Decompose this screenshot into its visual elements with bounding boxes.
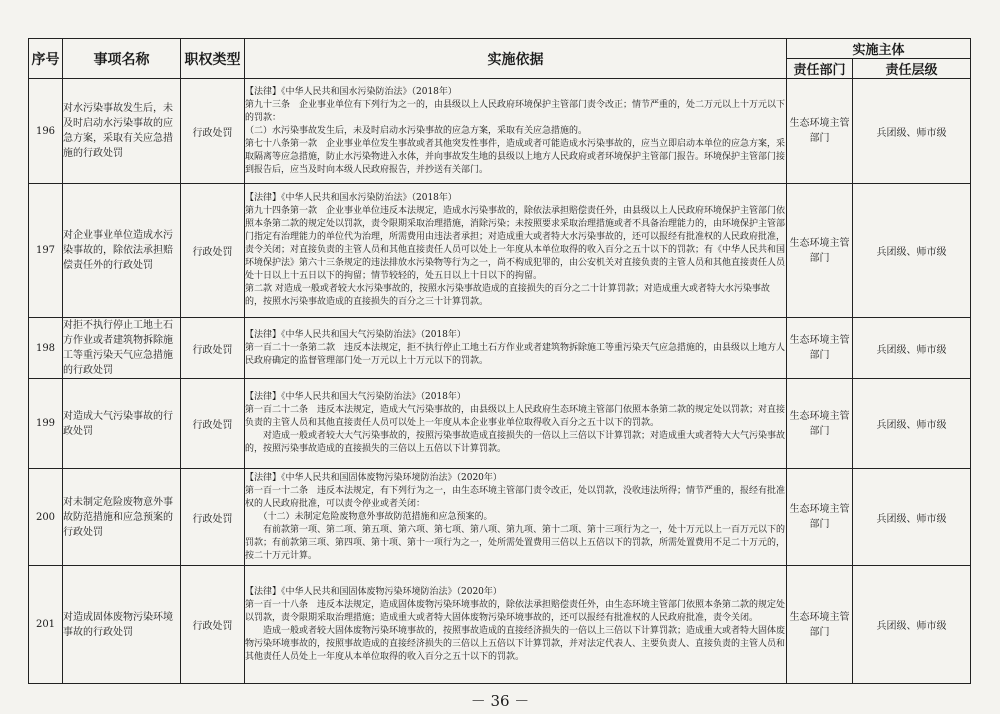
table-row: [29, 318, 971, 379]
row-responsible-dept: 生态环境主管部门: [787, 318, 853, 379]
basis-law-title: 【法律】《中华人民共和国大气污染防治法》（2018年）: [245, 392, 466, 402]
row-responsible-level: 兵团级、师市级: [853, 79, 971, 184]
row-item-name: 对未制定危险废物意外事故防范措施和应急预案的行政处罚: [63, 469, 181, 566]
row-authority-type: 行政处罚: [181, 566, 245, 684]
row-responsible-level: 兵团级、师市级: [853, 379, 971, 469]
basis-paragraph: （二）水污染事故发生后，未及时启动水污染事故的应急方案，采取有关应急措施的。: [245, 125, 588, 136]
header-basis: 实施依据: [245, 39, 787, 79]
row-responsible-level: 兵团级、师市级: [853, 566, 971, 684]
row-basis: [245, 79, 787, 184]
header-type: 职权类型: [181, 39, 245, 79]
row-seq: 201: [29, 566, 63, 684]
basis-law-title: 【法律】《中华人民共和国水污染防治法》（2018年）: [245, 86, 457, 97]
basis-paragraph: 第九十三条 企业事业单位有下列行为之一的，由县级以上人民政府环境保护主管部门责令改正；情节严重的，处二万元以上十万元以下的罚款：: [245, 99, 786, 123]
basis-paragraph: 第一百一十二条 违反本法规定，有下列行为之一，由生态环境主管部门责令改正，处以罚款，没收违法所得；情节严重的，报经有批准权的人民政府批准，可以责令停业或者关闭：: [245, 485, 786, 509]
basis-paragraph: 对造成一般或者较大大气污染事故的，按照污染事故造成直接损失的一倍以上三倍以下计算罚款；对造成重大或者特大大气污染事故的，按照污染事故造成的直接损失的三倍以上五倍以下计算罚款。: [245, 431, 786, 454]
table-row: [29, 184, 971, 318]
row-responsible-dept: 生态环境主管部门: [787, 79, 853, 184]
row-basis: [245, 566, 787, 684]
basis-paragraph: 第一百一十八条 违反本法规定，造成固体废物污染环境事故的，除依法承担赔偿责任外，由生态环境主管部门依照本条第二款的规定处以罚款，责令限期采取治理措施；造成重大或者特大固体废物污染环境事故的，还可以报经有批准权的人民政府批准，责令关闭。: [245, 599, 786, 623]
basis-law-title: 【法律】《中华人民共和国水污染防治法》（2018年）: [245, 193, 457, 203]
row-item-name: 对造成固体废物污染环境事故的行政处罚: [63, 566, 181, 684]
header-level: 责任层级: [853, 59, 971, 79]
row-authority-type: 行政处罚: [181, 469, 245, 566]
basis-law-title: 【法律】《中华人民共和国大气污染防治法》（2018年）: [245, 329, 466, 340]
authority-table: [28, 38, 971, 684]
row-seq: 198: [29, 318, 63, 379]
row-seq: 200: [29, 469, 63, 566]
row-authority-type: 行政处罚: [181, 79, 245, 184]
row-responsible-dept: 生态环境主管部门: [787, 566, 853, 684]
header-seq: 序号: [29, 39, 63, 79]
basis-paragraph: 造成一般或者较大固体废物污染环境事故的，按照事故造成的直接经济损失的一倍以上三倍以下计算罚款；造成重大或者特大固体废物污染环境事故的，按照事故造成的直接经济损失的三倍以上五倍以下计算罚款，并对法定代表人、主要负责人、直接负责的主管人员和其他责任人员处上一年度从本单位取得的收入百分之五十以下的罚款。: [245, 625, 786, 662]
basis-law-title: 【法律】《中华人民共和国固体废物污染环境防治法》（2020年）: [245, 472, 502, 483]
row-basis: [245, 318, 787, 379]
header-subject: 实施主体: [787, 39, 971, 59]
basis-paragraph: 第一百二十二条 违反本法规定，造成大气污染事故的，由县级以上人民政府生态环境主管部门依照本条第二款的规定处以罚款；对直接负责的主管人员和其他直接责任人员可以处上一年度从本企业事业单位取得收入百分之五十以下的罚款。: [245, 405, 786, 428]
row-item-name: 对造成大气污染事故的行政处罚: [63, 379, 181, 469]
basis-law-title: 【法律】《中华人民共和国固体废物污染环境防治法》（2020年）: [245, 586, 502, 597]
basis-paragraph: 第七十八条第一款 企业事业单位发生事故或者其他突发性事件，造成或者可能造成水污染事故的，应当立即启动本单位的应急方案，采取隔离等应急措施，防止水污染物进入水体，并向事故发生地的县级以上地方人民政府或者环境保护主管部门报告。环境保护主管部门接到报告后，应当及时向本级人民政府报告，并抄送有关部门。: [245, 138, 786, 175]
row-seq: 197: [29, 184, 63, 318]
row-item-name: 对水污染事故发生后，未及时启动水污染事故的应急方案，采取有关应急措施的行政处罚: [63, 79, 181, 184]
row-seq: 196: [29, 79, 63, 184]
header-name: 事项名称: [63, 39, 181, 79]
page-number: － 36 －: [470, 692, 530, 710]
row-basis: [245, 469, 787, 566]
row-authority-type: 行政处罚: [181, 184, 245, 318]
header-dept: 责任部门: [787, 59, 853, 79]
row-responsible-level: 兵团级、师市级: [853, 469, 971, 566]
row-responsible-level: 兵团级、师市级: [853, 318, 971, 379]
table-row: [29, 566, 971, 684]
row-seq: 199: [29, 379, 63, 469]
table-row: [29, 379, 971, 469]
row-authority-type: 行政处罚: [181, 318, 245, 379]
table-row: [29, 79, 971, 184]
row-responsible-level: 兵团级、师市级: [853, 184, 971, 318]
table-row: [29, 469, 971, 566]
basis-paragraph: 第二款 对造成一般或者较大水污染事故的，按照水污染事故造成的直接损失的百分之二十计算罚款；对造成重大或者特大水污染事故的，按照水污染事故造成的直接损失的百分之三十计算罚款。: [245, 284, 770, 307]
basis-paragraph: 第一百二十一条第二款 违反本法规定，拒不执行停止工地土石方作业或者建筑物拆除施工等重污染天气应急措施的，由县级以上地方人民政府确定的监督管理部门处一万元以上十万元以下的罚款。: [245, 342, 786, 366]
row-item-name: 对拒不执行停止工地土石方作业或者建筑物拆除施工等重污染天气应急措施的行政处罚: [63, 318, 181, 379]
row-item-name: 对企业事业单位造成水污染事故的，除依法承担赔偿责任外的行政处罚: [63, 184, 181, 318]
basis-paragraph: （十二）未制定危险废物意外事故防范措施和应急预案的。: [245, 511, 493, 522]
row-responsible-dept: 生态环境主管部门: [787, 379, 853, 469]
row-basis: [245, 379, 787, 469]
row-authority-type: 行政处罚: [181, 379, 245, 469]
basis-paragraph: 有前款第一项、第二项、第五项、第六项、第七项、第八项、第九项、第十二项、第十三项行为之一，处十万元以上一百万元以下的罚款；有前款第三项、第四项、第十项、第十一项行为之一，处所需处置费用三倍以上五倍以下的罚款，所需处置费用不足二十万元的，按二十万元计算。: [245, 524, 786, 561]
row-responsible-dept: 生态环境主管部门: [787, 184, 853, 318]
basis-paragraph: 第九十四条第一款 企业事业单位违反本法规定，造成水污染事故的，除依法承担赔偿责任外，由县级以上人民政府环境保护主管部门依照本条第二款的规定处以罚款，责令限期采取治理措施，消除污染；未按照要求采取治理措施或者不具备治理能力的，由环境保护主管部门指定有治理能力的单位代为治理，所需费用由违法者承担；对造成重大或者特大水污染事故的，还可以报经有批准权的人民政府批准，责令关闭；对直接负责的主管人员和其他直接责任人员可以处上一年度从本单位取得的收入百分之五十以下的罚款；有《中华人民共和国环境保护法》第六十三条规定的违法排放水污染物等行为之一，尚不构成犯罪的，由公安机关对直接负责的主管人员和其他直接责任人员处十日以上十五日以下的拘留；情节较轻的，处五日以上十日以下的拘留。: [245, 206, 786, 281]
row-responsible-dept: 生态环境主管部门: [787, 469, 853, 566]
row-basis: [245, 184, 787, 318]
